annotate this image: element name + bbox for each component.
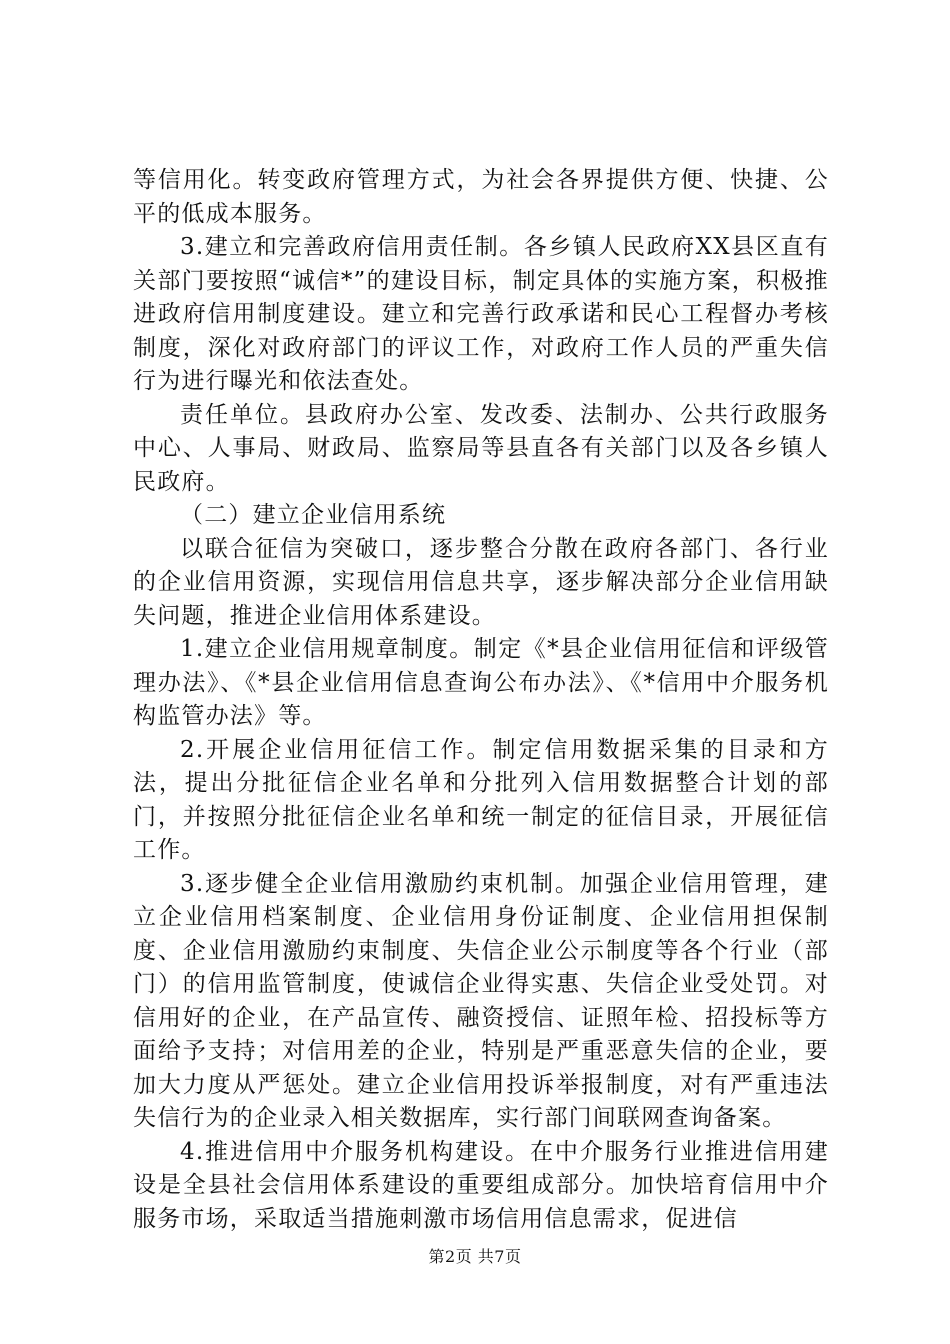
paragraph-continuation: 等信用化。转变政府管理方式，为社会各界提供方便、快捷、公平的低成本服务。: [133, 167, 829, 227]
paragraph-item-3: 3.逐步健全企业信用激励约束机制。加强企业信用管理，建立企业信用档案制度、企业信用身份证制度、企业信用担保制度、企业信用激励约束制度、失信企业公示制度等各个行业（部门）的信用监管制度，使诚信企业得实惠、失信企业受处罚。对信用好的企业，在产品宣传、融资授信、证照年检、招投标等方面给予支持；对信用差的企业，特别是严重恶意失信的企业，要加大力度从严惩处。建立企业信用投诉举报制度，对有严重违法失信行为的企业录入相关数据库，实行部门间联网查询备案。: [133, 870, 829, 1131]
document-body: [133, 164, 829, 1236]
section-heading-enterprise-credit: （二）建立企业信用系统: [180, 502, 447, 528]
paragraph-item-2: 2.开展企业信用征信工作。制定信用数据采集的目录和方法，提出分批征信企业名单和分批列入信用数据整合计划的部门，并按照分批征信企业名单和统一制定的征信目录，开展征信工作。: [133, 736, 829, 863]
paragraph-enterprise-intro: 以联合征信为突破口，逐步整合分散在政府各部门、各行业的企业信用资源，实现信用信息共享，逐步解决部分企业信用缺失问题，推进企业信用体系建设。: [133, 535, 829, 629]
paragraph-item-4: 4.推进信用中介服务机构建设。在中介服务行业推进信用建设是全县社会信用体系建设的重要组成部分。加快培育信用中介服务市场，采取适当措施刺激市场信用信息需求，促进信: [133, 1138, 829, 1232]
page-number-footer: 第2页 共7页: [428, 1247, 522, 1266]
paragraph-item-1: 1.建立企业信用规章制度。制定《*县企业信用征信和评级管理办法》、《*县企业信用信息查询公布办法》、《*信用中介服务机构监管办法》等。: [133, 636, 829, 729]
paragraph-responsible-units: 责任单位。县政府办公室、发改委、法制办、公共行政服务中心、人事局、财政局、监察局等县直各有关部门以及各乡镇人民政府。: [133, 401, 829, 495]
paragraph-government-credit-responsibility: 3.建立和完善政府信用责任制。各乡镇人民政府XX县区直有关部门要按照“诚信*”的建设目标，制定具体的实施方案，积极推进政府信用制度建设。建立和完善行政承诺和民心工程督办考核制度，深化对政府部门的评议工作，对政府工作人员的严重失信行为进行曝光和依法查处。: [133, 234, 829, 394]
